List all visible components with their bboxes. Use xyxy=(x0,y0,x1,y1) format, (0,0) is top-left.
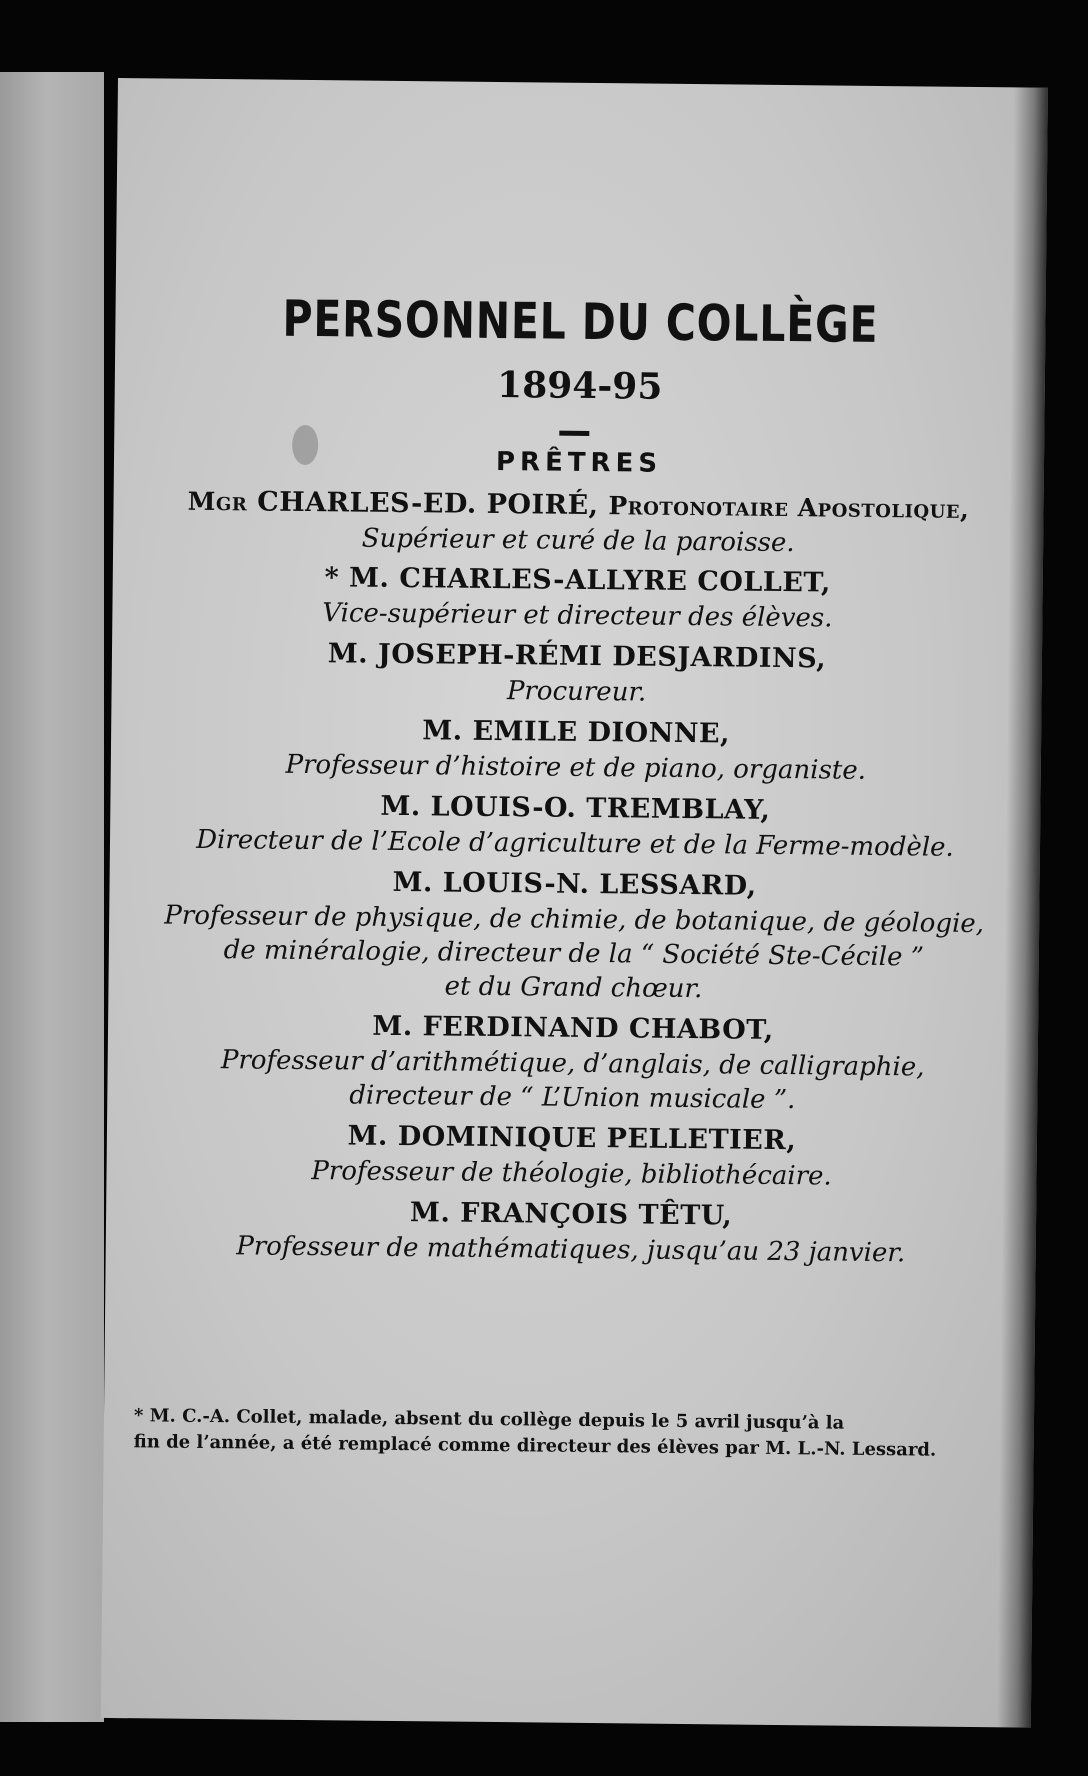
staff-prefix: Mgr xyxy=(187,486,248,517)
page-title: PERSONNEL DU COLLÈGE xyxy=(282,289,879,354)
staff-prefix: M. xyxy=(409,1197,451,1229)
staff-entry xyxy=(111,710,1042,790)
staff-prefix: M. xyxy=(392,866,434,899)
staff-entry xyxy=(108,862,1039,1010)
footnote-line: fin de l’année, a été remplacé comme directeur des élèves par M. L.-N. Lessard. xyxy=(133,1431,937,1461)
staff-prefix: M. xyxy=(372,1010,413,1043)
staff-role: Vice-supérieur et directeur des élèves. xyxy=(322,598,833,634)
staff-role: directeur de “ L’Union musicale ”. xyxy=(349,1080,796,1116)
staff-name: LOUIS-N. LESSARD, xyxy=(442,867,757,902)
staff-name: DOMINIQUE PELLETIER, xyxy=(397,1120,797,1157)
footnote xyxy=(134,1403,984,1464)
page-content xyxy=(101,78,1048,1728)
staff-name: FERDINAND CHABOT, xyxy=(422,1011,774,1046)
staff-name: FRANÇOIS TÊTU, xyxy=(460,1197,733,1232)
staff-role: Supérieur et curé de la paroisse. xyxy=(361,523,795,559)
staff-entry xyxy=(112,558,1043,638)
staff-entry xyxy=(107,1006,1038,1120)
staff-prefix: M. xyxy=(422,715,463,747)
staff-name: CHARLES-ALLYRE COLLET, xyxy=(399,562,832,599)
section-heading: PRÊTRES xyxy=(495,446,663,479)
staff-role: Directeur de l’Ecole d’agriculture et de la Ferme-modèle. xyxy=(196,824,954,863)
footnote-line: * M. C.-A. Collet, malade, absent du collège depuis le 5 avril jusqu’à la xyxy=(133,1405,845,1434)
staff-name: JOSEPH-RÉMI DESJARDINS, xyxy=(377,638,827,675)
left-page-edge xyxy=(0,72,104,1722)
page xyxy=(101,78,1048,1728)
staff-prefix: * M. xyxy=(324,562,390,594)
academic-year: 1894-95 xyxy=(496,363,663,408)
staff-role: Professeur d’histoire et de piano, organiste. xyxy=(285,749,867,786)
staff-title: Protonotaire Apostolique, xyxy=(608,491,970,524)
staff-prefix: M. xyxy=(327,638,369,670)
staff-role: et du Grand chœur. xyxy=(444,971,703,1005)
staff-role: Procureur. xyxy=(506,676,647,708)
staff-role: Professeur de mathématiques, jusqu’au 23 janvier. xyxy=(236,1231,906,1269)
staff-role: de minéralogie, directeur de la “ Société Ste-Cécile ” xyxy=(223,935,925,973)
staff-entry xyxy=(106,1116,1037,1196)
staff-role: Professeur d’arithmétique, d’anglais, de calligraphie, xyxy=(220,1045,925,1083)
staff-name: EMILE DIONNE, xyxy=(472,715,731,750)
staff-prefix: M. xyxy=(380,790,421,823)
staff-name: CHARLES-ED. POIRÉ, xyxy=(257,486,599,522)
staff-name: LOUIS-O. TREMBLAY, xyxy=(430,791,771,826)
staff-entry xyxy=(110,786,1041,866)
separator-dash xyxy=(559,431,589,436)
staff-role: Professeur de théologie, bibliothécaire. xyxy=(311,1156,832,1192)
staff-entry xyxy=(106,1192,1037,1272)
staff-entry xyxy=(113,483,1044,563)
staff-role: Professeur de physique, de chimie, de botanique, de géologie, xyxy=(164,900,985,940)
staff-entry xyxy=(111,634,1042,714)
staff-prefix: M. xyxy=(347,1120,389,1152)
